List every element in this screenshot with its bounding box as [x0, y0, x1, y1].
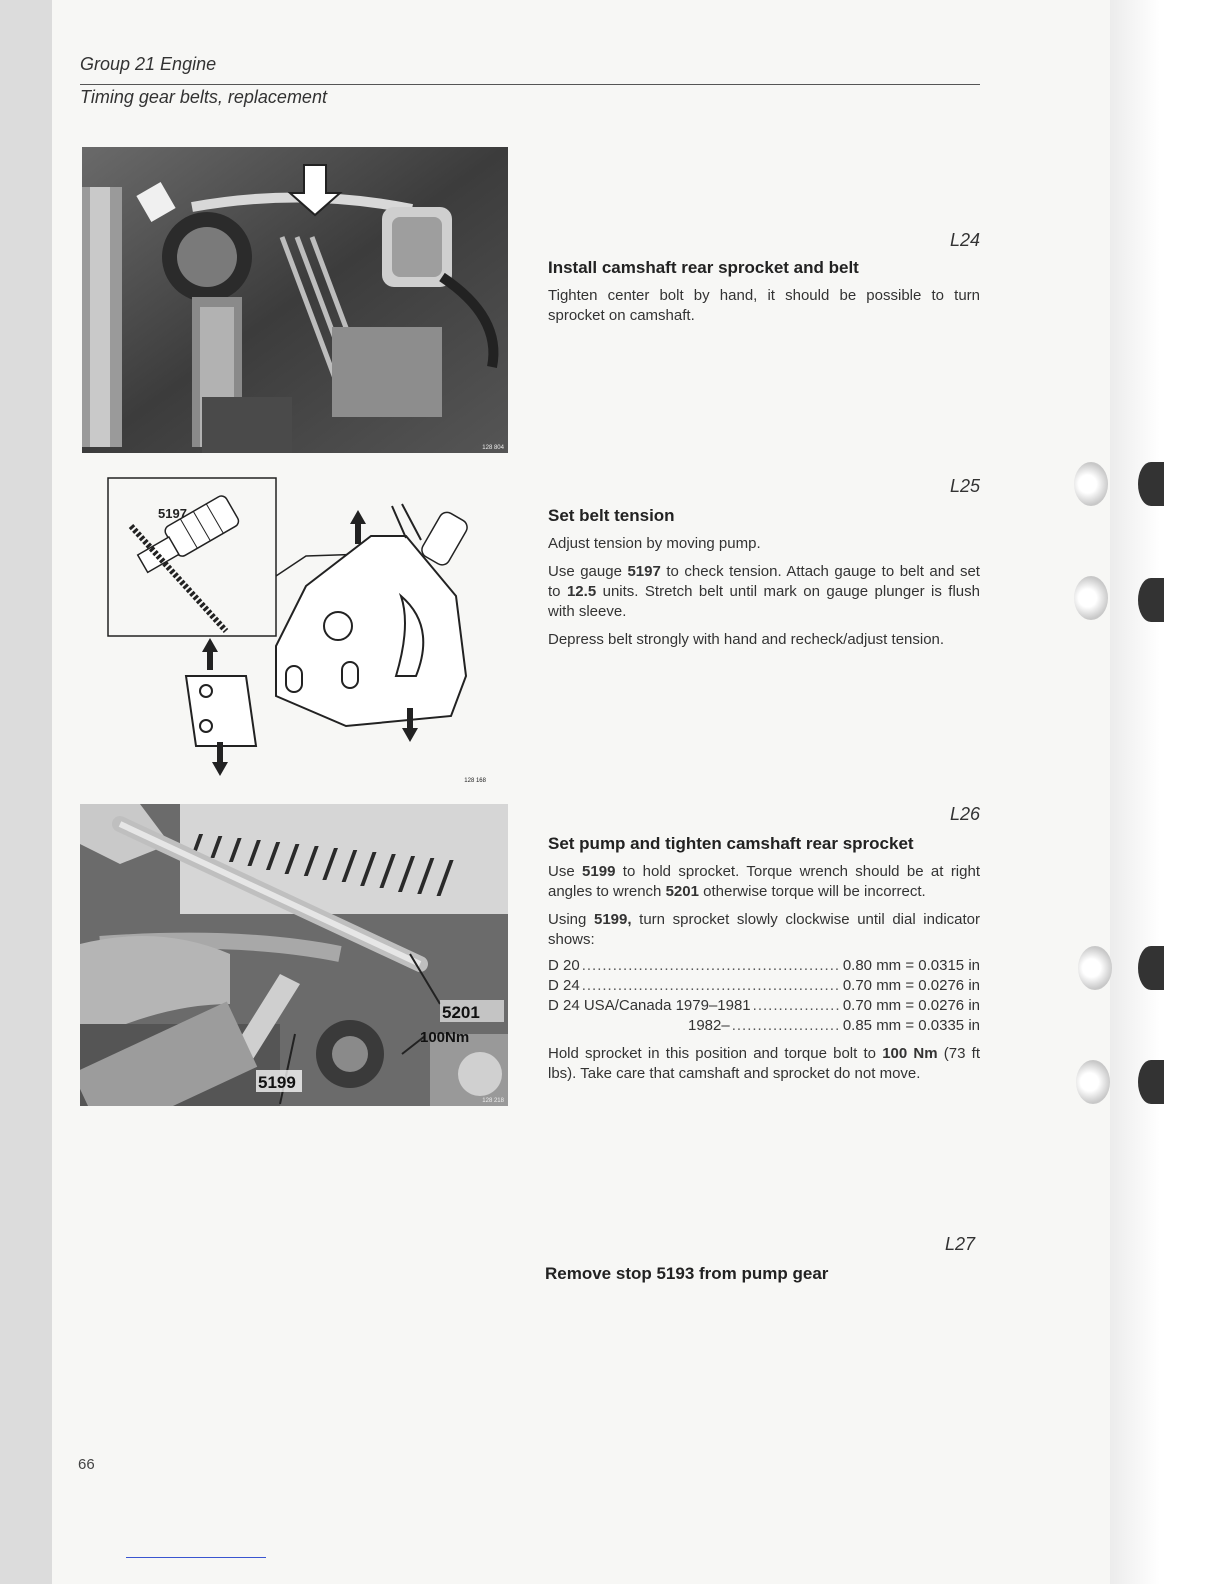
step-text: Use 5199 to hold sprocket. Torque wrench should be at right angles to wrench 5201 otherwise torque will be incorrect.: [548, 863, 980, 900]
step-code: L27: [944, 1234, 975, 1254]
binder-hole: [1076, 1060, 1110, 1104]
binder-hole: [1078, 946, 1112, 990]
step-code: L26: [949, 804, 980, 824]
tool-label-5199: 5199: [258, 1073, 296, 1092]
step-code: L24: [949, 230, 980, 250]
step-text: Use gauge 5197 to check tension. Attach gauge to belt and set to 12.5 units. Stretch belt until mark on gauge plunger is flush with sleeve.: [548, 563, 980, 620]
page-edge: [1110, 0, 1160, 1584]
figure-number: 128 218: [482, 1098, 504, 1104]
step-text: Adjust tension by moving pump.: [548, 535, 761, 552]
step-text: Hold sprocket in this position and torque bolt to 100 Nm (73 ft lbs). Take care that camshaft and sprocket do not move.: [548, 1045, 980, 1082]
step-text: Depress belt strongly with hand and recheck/adjust tension.: [548, 631, 945, 648]
step-text: Tighten center bolt by hand, it should be possible to turn sprocket on camshaft.: [548, 287, 980, 324]
step-l27: [545, 1234, 975, 1284]
step-l24: [548, 230, 980, 326]
step-heading: Install camshaft rear sprocket and belt: [548, 258, 859, 277]
step-l26: [548, 804, 980, 1084]
belt-tension-diagram: [106, 476, 490, 788]
spec-table: [548, 956, 980, 1036]
index-tab: [1138, 946, 1164, 990]
figure-number: 128 168: [464, 778, 486, 784]
index-tab: [1138, 1060, 1164, 1104]
spec-row: 1982– ..... 0.85 mm = 0.0335 in: [548, 1016, 980, 1036]
torque-wrench-photo: [80, 804, 508, 1106]
tool-label-5197: 5197: [158, 506, 187, 521]
engine-photo: [82, 147, 508, 453]
footer-link-line: [126, 1557, 266, 1558]
step-heading: Set pump and tighten camshaft rear sprocket: [548, 834, 914, 853]
step-text: Using 5199, turn sprocket slowly clockwise until dial indicator shows:: [548, 911, 980, 948]
spec-row: D 20 ..... 0.80 mm = 0.0315 in: [548, 956, 980, 976]
section-title: Group 21 Engine: [80, 54, 217, 74]
spec-row: D 24 USA/Canada 1979–1981 ..... 0.70 mm = 0.0276 in: [548, 996, 980, 1016]
step-heading: Set belt tension: [548, 506, 675, 525]
step-heading: Remove stop 5193 from pump gear: [545, 1264, 829, 1283]
binder-hole: [1074, 576, 1108, 620]
step-l25: [548, 476, 980, 650]
section-subtitle: Timing gear belts, replacement: [80, 87, 327, 107]
figure-number: 128 804: [482, 445, 504, 451]
page-number: 66: [78, 1456, 95, 1473]
header-rule: [80, 84, 980, 85]
tool-label-5201: 5201: [442, 1003, 480, 1022]
index-tab: [1138, 462, 1164, 506]
spec-row: D 24 ..... 0.70 mm = 0.0276 in: [548, 976, 980, 996]
index-tab: [1138, 578, 1164, 622]
step-code: L25: [949, 476, 980, 496]
scan-margin: [1160, 0, 1224, 1584]
torque-label: 100Nm: [420, 1029, 470, 1046]
binder-hole: [1074, 462, 1108, 506]
